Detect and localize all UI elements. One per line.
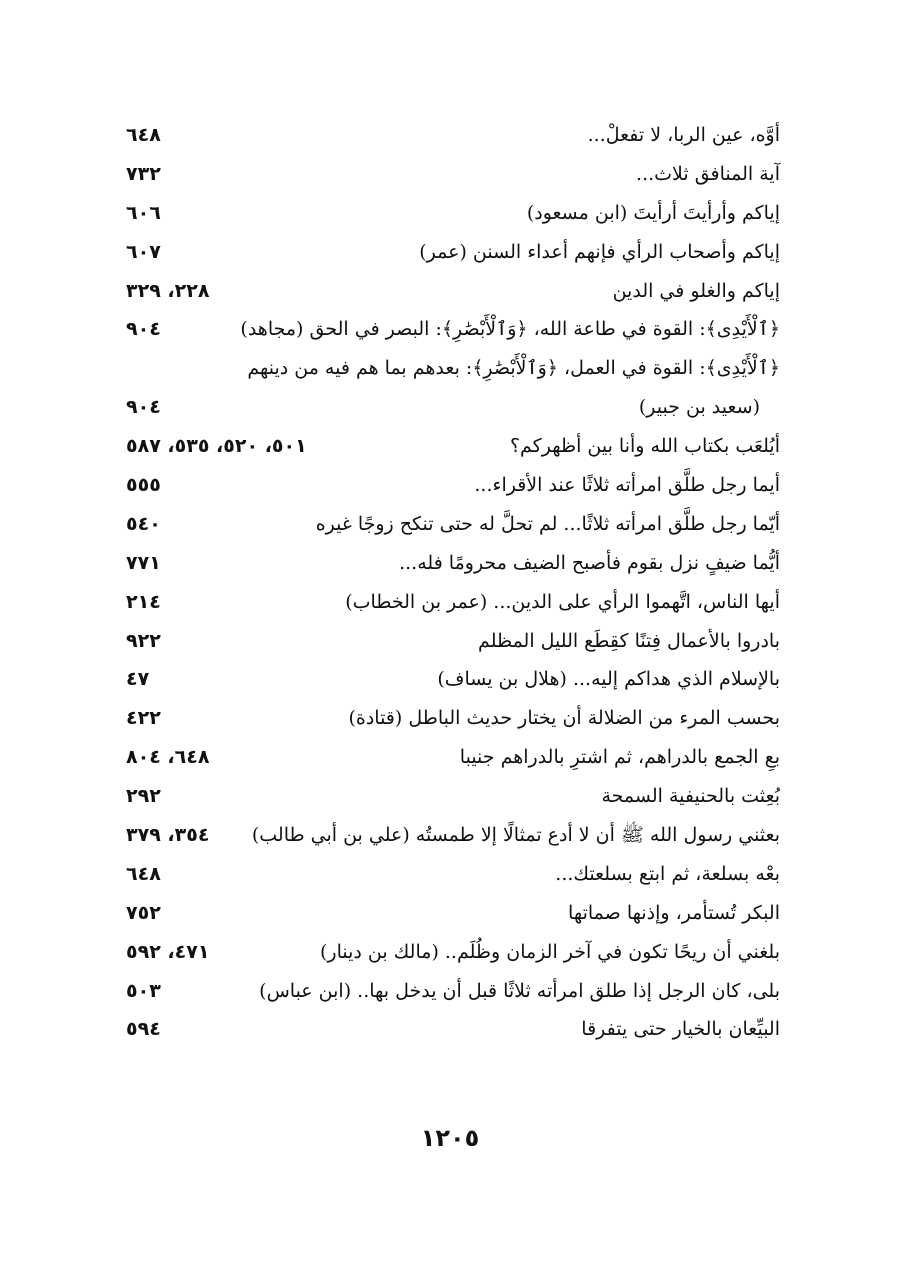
index-entry <box>120 116 780 155</box>
index-entry <box>120 583 780 622</box>
index-entry <box>120 194 780 233</box>
entry-pages: ٧٥٢ <box>126 901 161 924</box>
entry-text: أيُلعَب بكتاب الله وأنا بين أظهركم؟ <box>509 435 780 458</box>
entry-pages: ٧٣٢ <box>126 162 161 185</box>
entry-pages: ٩٢٢ <box>126 629 161 652</box>
entry-pages: ٢١٤ <box>126 590 161 613</box>
index-entry <box>120 622 780 661</box>
entry-pages: ٦٤٨ <box>126 862 161 885</box>
entry-pages: ٥٤٠ <box>126 512 161 535</box>
entry-pages: ٥٠٣ <box>126 979 161 1002</box>
entry-text: آية المنافق ثلاث... <box>636 162 780 185</box>
entry-pages: ٦٤٨ <box>126 124 161 146</box>
index-entry <box>120 855 780 894</box>
index-entry <box>120 544 780 583</box>
index-entry <box>120 233 780 272</box>
entry-pages: ٢٢٨، ٣٢٩ <box>126 279 210 302</box>
entry-pages: ٥٩٤ <box>126 1018 161 1041</box>
entry-text: إياكم والغلو في الدين <box>612 279 780 302</box>
index-entry <box>120 816 780 855</box>
entry-text: بعثني رسول الله ﷺ أن لا أدع تمثالًا إلا طمستُه (علي بن أبي طالب) <box>251 824 780 847</box>
entry-pages: ٩٠٤ <box>126 318 161 341</box>
entry-text: بلى، كان الرجل إذا طلق امرأته ثلاثًا قبل أن يدخل بها.. (ابن عباس) <box>259 979 780 1002</box>
entry-pages: ٤٢٢ <box>126 707 161 730</box>
entry-text: البيِّعان بالخيار حتى يتفرقا <box>581 1018 780 1041</box>
index-entry <box>120 1010 780 1049</box>
index-entry <box>120 505 780 544</box>
index-entry <box>120 427 780 466</box>
entry-text: أيّما رجل طلَّق امرأته ثلاثًا... لم تحلَّ له حتى تنكح زوجًا غيره <box>315 512 780 535</box>
index-entry <box>120 310 780 349</box>
index-entry <box>120 349 780 388</box>
entry-text: بعِ الجمع بالدراهم، ثم اشترِ بالدراهم جنيبا <box>459 746 780 769</box>
entry-text: ﴿ٱلْأَيْدِى﴾: القوة في العمل، ﴿وَٱلْأَبْصَٰرِ﴾: بعدهم بما هم فيه من دينهم <box>247 357 780 380</box>
entry-pages: ٦٠٦ <box>126 201 161 224</box>
entry-text: بادروا بالأعمال فِتنًا كقِطَع الليل المظلم <box>478 629 780 652</box>
index-entry <box>120 155 780 194</box>
index-entry <box>120 466 780 505</box>
entry-text: بُعِثت بالحنيفية السمحة <box>601 785 780 808</box>
entry-text: بالإسلام الذي هداكم إليه... (هلال بن يساف) <box>437 668 780 691</box>
entry-text: (سعيد بن جبير) <box>638 396 760 419</box>
entry-text: أوَّه، عين الربا، لا تفعلْ... <box>587 124 780 146</box>
entry-pages: ٦٠٧ <box>126 240 161 263</box>
index-entry <box>120 738 780 777</box>
entry-text: أيما رجل طلَّق امرأته ثلاثًا عند الأقراء... <box>474 474 780 497</box>
index-entry <box>120 699 780 738</box>
entry-text: ﴿ٱلْأَيْدِى﴾: القوة في طاعة الله، ﴿وَٱلْأَبْصَٰرِ﴾: البصر في الحق (مجاهد) <box>240 318 780 341</box>
page-number: ١٢٠٥ <box>420 1124 480 1152</box>
entry-text: إياكم وأرأيتَ أرأيتَ (ابن مسعود) <box>526 201 780 224</box>
index-entry <box>120 972 780 1011</box>
index-entry <box>120 777 780 816</box>
entry-pages: ٧٧١ <box>126 551 161 574</box>
index-entry <box>120 272 780 311</box>
entry-pages: ٢٩٢ <box>126 785 161 808</box>
entry-pages: ٥٠١، ٥٢٠، ٥٣٥، ٥٨٧ <box>126 435 307 458</box>
index-entry <box>120 894 780 933</box>
entry-text: أيُّما ضيفٍ نزل بقوم فأصبح الضيف محرومًا فله... <box>399 551 780 574</box>
entry-pages: ٦٤٨، ٨٠٤ <box>126 746 210 769</box>
entry-pages: ٣٥٤، ٣٧٩ <box>126 824 210 847</box>
entry-pages: ٤٧ <box>126 668 150 691</box>
hadith-index-list <box>120 116 780 1049</box>
entry-text: بعْه بسلعة، ثم ابتع بسلعتك... <box>555 862 780 885</box>
index-entry <box>120 933 780 972</box>
index-entry-continuation <box>120 388 780 427</box>
entry-text: إياكم وأصحاب الرأي فإنهم أعداء السنن (عمر) <box>419 240 780 263</box>
entry-text: البكر تُستأمر، وإذنها صماتها <box>568 901 780 924</box>
entry-text: بلغني أن ريحًا تكون في آخر الزمان وظُلَم.. (مالك بن دينار) <box>319 940 780 963</box>
index-entry <box>120 660 780 699</box>
entry-pages: ٩٠٤ <box>126 396 161 419</box>
entry-pages: ٤٧١، ٥٩٢ <box>126 940 210 963</box>
entry-text: بحسب المرء من الضلالة أن يختار حديث الباطل (قتادة) <box>348 707 780 730</box>
entry-pages: ٥٥٥ <box>126 474 161 497</box>
entry-text: أيها الناس، اتَّهموا الرأي على الدين... (عمر بن الخطاب) <box>345 590 780 613</box>
